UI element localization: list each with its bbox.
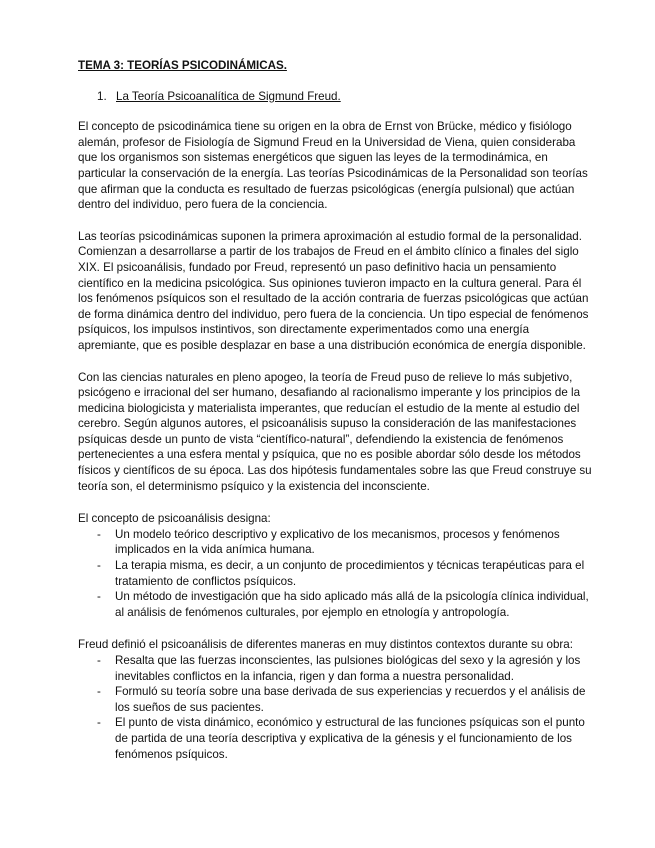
list-item-text: Formuló su teoría sobre una base derivada de sus experiencias y recuerdos y el análisis de los sueños de sus pacientes. — [115, 685, 586, 714]
list-item-text: Un modelo teórico descriptivo y explicativo de los mecanismos, procesos y fenómenos implicados en la vida anímica humana. — [115, 527, 560, 557]
list1-intro: El concepto de psicoanálisis designa: — [78, 512, 271, 526]
document-page — [78, 58, 593, 762]
dash-bullet: - — [97, 716, 101, 730]
section-heading-text: La Teoría Psicoanalítica de Sigmund Freud. — [116, 89, 341, 103]
list-item — [78, 684, 593, 715]
paragraph-origin: El concepto de psicodinámica tiene su origen en la obra de Ernst von Brücke, médico y fisiólogo alemán, profesor de Fisiología de Sigmund Freud en la Universidad de Viena, quien consideraba que los organismos son sistemas energéticos que siguen las leyes de la termodinámica, en particular la conservación de la energía. Las teorías Psicodinámicas de la Personalidad son teorías que afirman que la conducta es resultado de fuerzas psicológicas (energía pulsional) que actúan dentro del individuo, pero fuera de la conciencia. — [78, 120, 588, 212]
dash-bullet: - — [97, 590, 101, 604]
paragraph-context: Con las ciencias naturales en pleno apogeo, la teoría de Freud puso de relieve lo más subjetivo, psicógeno e irracional del ser humano, desafiando al racionalismo imperante y los principios de la medicina biologicista y materialista imperantes, que reducían el estudio de la mente al estudio del cerebro. Según algunos autores, el psicoanálisis supuso la consideración de las manifestaciones psíquicas desde un punto de vista “científico-natural”, defendiendo la existencia de fenómenos pertenecientes a una esfera mental y psíquica, que no es posible abordar sólo desde los métodos físicos y científicos de su época. Las dos hipótesis fundamentales sobre las que Freud construye su teoría son, el determinismo psíquico y la existencia del inconsciente. — [78, 370, 592, 493]
list-item-text: Un método de investigación que ha sido aplicado más allá de la psicología clínica individual, al análisis de fenómenos culturales, por ejemplo en etnología y antropología. — [115, 590, 589, 619]
list-item-text: Resalta que las fuerzas inconscientes, las pulsiones biológicas del sexo y la agresión y los inevitables conflictos en la infancia, rigen y dan forma a nuestra personalidad. — [115, 654, 581, 683]
section-number: 1. — [97, 89, 107, 103]
list-item — [78, 589, 593, 620]
list-item-text: La terapia misma, es decir, a un conjunto de procedimientos y técnicas terapéuticas para el tratamiento de conflictos psíquicos. — [115, 559, 585, 588]
list-item — [78, 653, 593, 684]
list2 — [78, 653, 593, 762]
paragraph-theories: Las teorías psicodinámicas suponen la primera aproximación al estudio formal de la personalidad. Comienzan a desarrollarse a partir de los trabajos de Freud en el ámbito clínico a finales del siglo XIX. El psicoanálisis, fundado por Freud, representó un paso definitivo hacia un pensamiento científico en la medicina psicológica. Sus opiniones tuvieron impacto en la cultura general. Para él los fenómenos psíquicos son el resultado de la acción contraria de fuerzas psicológicas que actúan de forma dinámica dentro del individuo, pero fuera de la conciencia. Un tipo especial de fenómenos psíquicos, los impulsos instintivos, son directamente experimentados como una energía apremiante, que es posible desplazar en base a una distribución económica de energía disponible. — [78, 229, 589, 352]
list-item — [78, 715, 593, 762]
list1 — [78, 527, 593, 621]
dash-bullet: - — [97, 559, 101, 573]
document-title: TEMA 3: TEORÍAS PSICODINÁMICAS. — [78, 59, 287, 72]
list-item — [78, 527, 593, 558]
list-item — [78, 558, 593, 589]
dash-bullet: - — [97, 654, 101, 667]
list-item-text: El punto de vista dinámico, económico y estructural de las funciones psíquicas son el punto de partida de una teoría descriptiva y explicativa de la génesis y el funcionamiento de los fenómenos psíquicos. — [115, 716, 585, 761]
dash-bullet: - — [97, 685, 101, 699]
section-heading — [78, 89, 593, 105]
list2-intro: Freud definió el psicoanálisis de diferentes maneras en muy distintos contextos durante su obra: — [78, 638, 573, 652]
dash-bullet: - — [97, 527, 101, 541]
